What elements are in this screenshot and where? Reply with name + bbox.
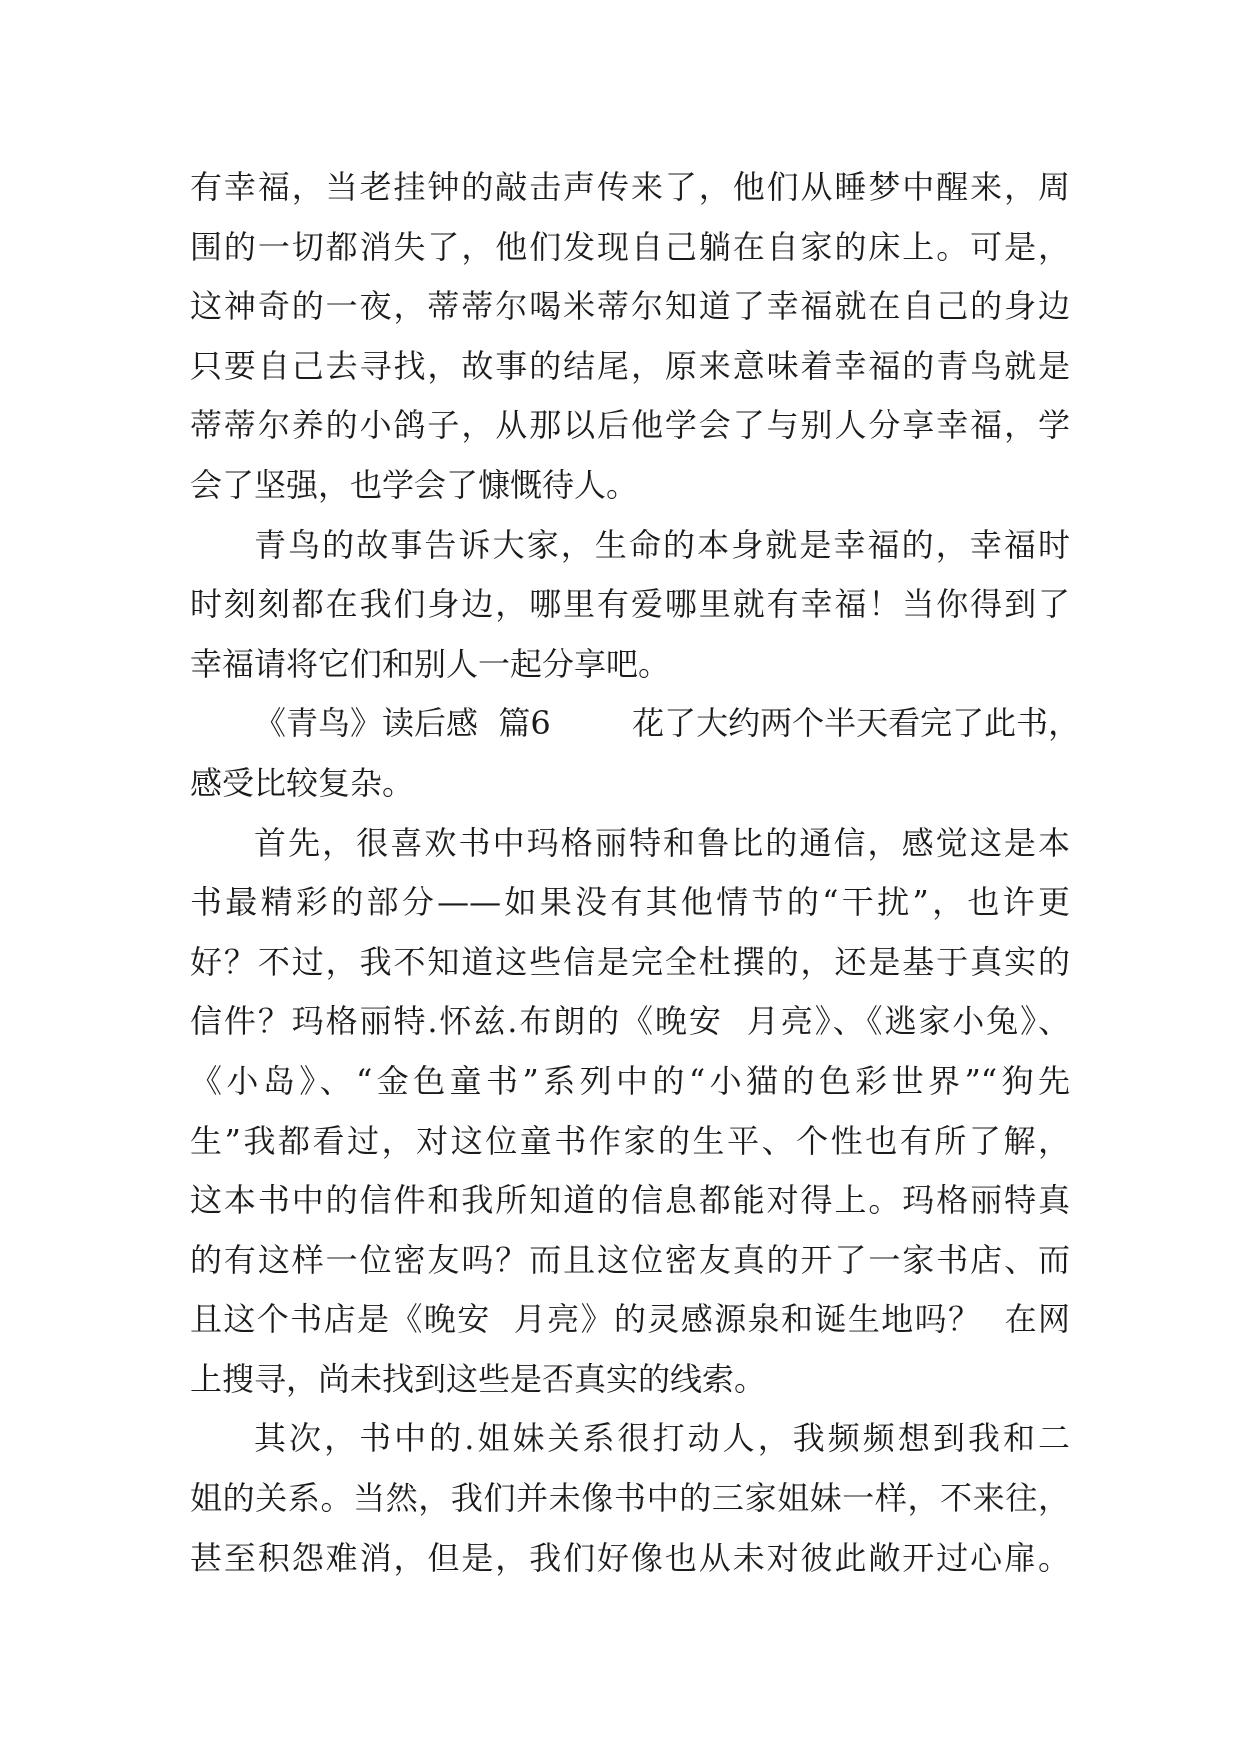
text-line: 生”我都看过，对这位童书作家的生平、个性也有所了解， <box>190 1121 1070 1160</box>
text-line: 且这个书店是《晚安 月亮》的灵感源泉和诞生地吗？ 在网 <box>190 1300 1070 1339</box>
text-line: 只要自己去寻找，故事的结尾，原来意味着幸福的青鸟就是 <box>190 346 1070 385</box>
text-line: 甚至积怨难消，但是，我们好像也从未对彼此敞开过心扉。 <box>190 1538 1070 1577</box>
text-line: 会了坚强，也学会了慷慨待人。 <box>190 465 639 504</box>
text-line: 好？不过，我不知道这些信是完全杜撰的，还是基于真实的 <box>190 942 1070 981</box>
text-line: 《小岛》、“金色童书”系列中的“小猫的色彩世界”“狗先 <box>190 1061 1070 1100</box>
section-heading-line: 《青鸟》读后感 篇6 花了大约两个半天看完了此书， <box>254 704 1081 743</box>
text-line: 有幸福，当老挂钟的敲击声传来了，他们从睡梦中醒来，周 <box>190 168 1070 206</box>
text-line: 这本书中的信件和我所知道的信息都能对得上。玛格丽特真 <box>190 1181 1070 1220</box>
text-line: 时刻刻都在我们身边，哪里有爱哪里就有幸福！当你得到了 <box>190 585 1070 624</box>
text-line: 信件？玛格丽特.怀兹.布朗的《晚安 月亮》、《逃家小兔》、 <box>190 1002 1070 1041</box>
text-line: 这神奇的一夜，蒂蒂尔喝米蒂尔知道了幸福就在自己的身边 <box>190 287 1070 326</box>
text-line: 的有这样一位密友吗？而且这位密友真的开了一家书店、而 <box>190 1240 1070 1279</box>
text-line: 围的一切都消失了，他们发现自己躺在自家的床上。可是， <box>190 227 1070 266</box>
paragraph-start-line: 其次，书中的.姐妹关系很打动人，我频频想到我和二 <box>254 1419 1070 1458</box>
text-line: 蒂蒂尔养的小鸽子，从那以后他学会了与别人分享幸福，学 <box>190 406 1070 445</box>
text-line: 幸福请将它们和别人一起分享吧。 <box>190 644 671 683</box>
text-line: 姐的关系。当然，我们并未像书中的三家姐妹一样，不来往， <box>190 1479 1070 1518</box>
text-line: 书最精彩的部分——如果没有其他情节的“干扰”，也许更 <box>190 883 1070 922</box>
paragraph-start-line: 首先，很喜欢书中玛格丽特和鲁比的通信，感觉这是本 <box>254 823 1070 862</box>
body-text <box>190 158 1081 1588</box>
paragraph-start-line: 青鸟的故事告诉大家，生命的本身就是幸福的，幸福时 <box>254 525 1070 564</box>
text-line: 上搜寻，尚未找到这些是否真实的线索。 <box>190 1359 767 1398</box>
text-line: 感受比较复杂。 <box>190 763 415 802</box>
